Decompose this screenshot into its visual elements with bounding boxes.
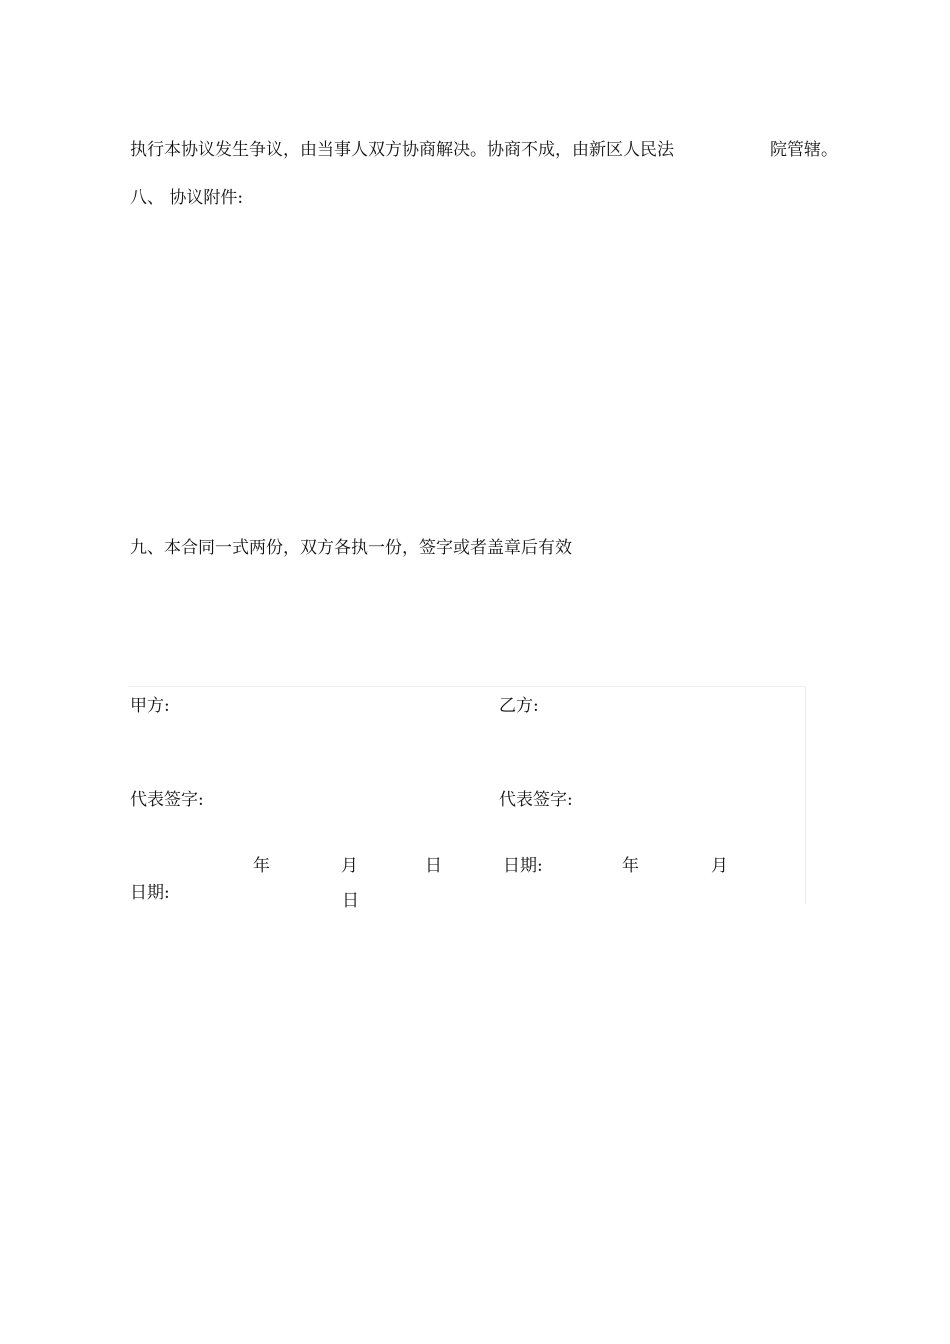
clause-9-copies-text: 九、本合同一式两份，双方各执一份，签字或者盖章后有效 bbox=[130, 538, 572, 558]
clause-8-attachments-heading: 八、 协议附件: bbox=[130, 188, 244, 208]
party-a-date-label: 日期: bbox=[130, 883, 170, 903]
party-a-month-label: 月 bbox=[341, 856, 358, 876]
party-b-label: 乙方: bbox=[499, 696, 539, 716]
party-a-representative-label: 代表签字: bbox=[130, 790, 204, 810]
dispute-clause-text-end: 院管辖。 bbox=[770, 140, 838, 160]
signature-block bbox=[128, 686, 806, 904]
party-b-representative-label: 代表签字: bbox=[499, 790, 573, 810]
party-b-year-label: 年 bbox=[622, 856, 639, 876]
party-a-year-label: 年 bbox=[253, 856, 270, 876]
party-b-month-label: 月 bbox=[711, 856, 728, 876]
party-a-day-label: 日 bbox=[425, 856, 442, 876]
party-a-label: 甲方: bbox=[130, 696, 170, 716]
dispute-clause-text: 执行本协议发生争议，由当事人双方协商解决。协商不成，由新区人民法 bbox=[130, 140, 674, 160]
party-b-day-label: 日 bbox=[342, 891, 359, 911]
party-b-date-label: 日期: bbox=[503, 856, 543, 876]
